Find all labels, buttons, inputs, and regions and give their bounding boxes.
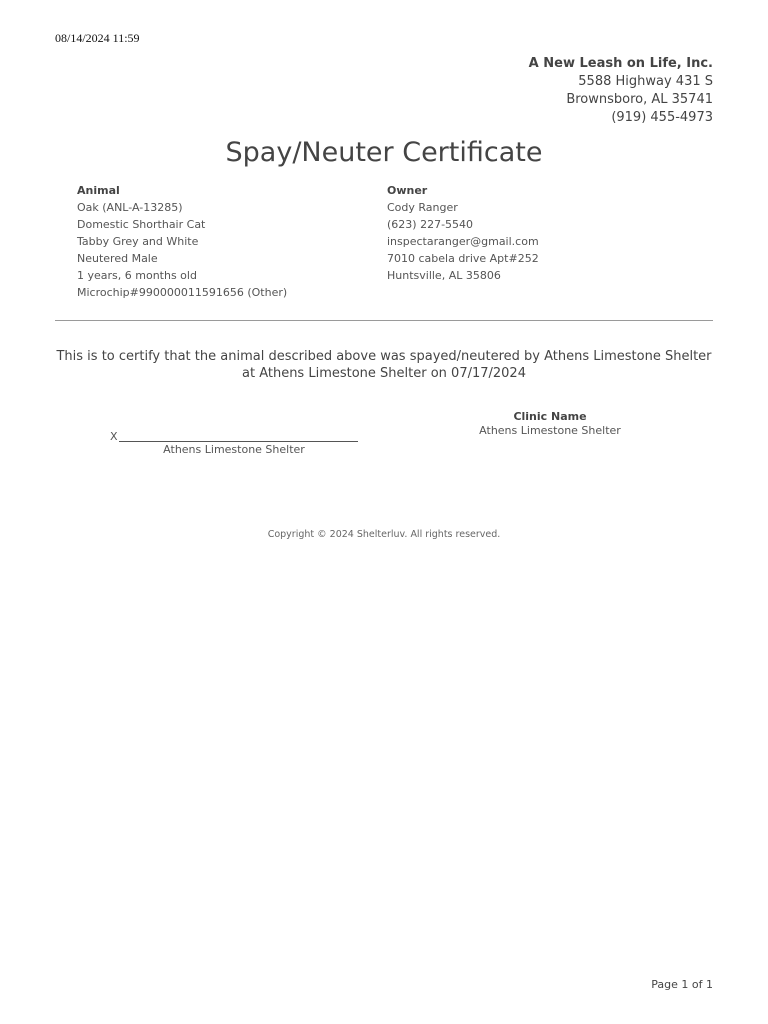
- animal-breed: Domestic Shorthair Cat: [77, 218, 206, 231]
- owner-heading: Owner: [387, 184, 428, 197]
- signer-name: Athens Limestone Shelter: [163, 443, 305, 456]
- animal-age: 1 years, 6 months old: [77, 269, 197, 282]
- signature-rule: [119, 428, 358, 442]
- section-divider: [55, 320, 713, 321]
- animal-color: Tabby Grey and White: [77, 235, 199, 248]
- owner-phone: (623) 227-5540: [387, 218, 474, 231]
- clinic-block: [450, 410, 650, 438]
- page-title: Spay/Neuter Certificate: [225, 137, 543, 168]
- organization-name: A New Leash on Life, Inc.: [528, 56, 713, 71]
- owner-info: [387, 182, 539, 284]
- organization-header: [529, 55, 713, 127]
- certification-statement: This is to certify that the animal described above was spayed/neutered by Athens Limestone Shelter at Athens Limestone Shelter on 07/17/2024: [56, 349, 712, 381]
- owner-address-line1: 7010 cabela drive Apt#252: [387, 252, 539, 265]
- organization-address-line1: 5588 Highway 431 S: [578, 74, 713, 89]
- organization-address-line2: Brownsboro, AL 35741: [566, 92, 713, 107]
- animal-info: [77, 182, 287, 301]
- animal-microchip: Microchip#990000011591656 (Other): [77, 286, 288, 299]
- owner-address-line2: Huntsville, AL 35806: [387, 269, 501, 282]
- animal-sex-status: Neutered Male: [77, 252, 158, 265]
- owner-email: inspectaranger@gmail.com: [387, 235, 539, 248]
- copyright-notice: Copyright © 2024 Shelterluv. All rights reserved.: [267, 529, 501, 540]
- signature-block: [110, 427, 358, 457]
- page-number: Page 1 of 1: [651, 978, 713, 991]
- print-timestamp: 08/14/2024 11:59: [55, 31, 140, 45]
- organization-phone: (919) 455-4973: [611, 110, 713, 125]
- clinic-name: Athens Limestone Shelter: [479, 424, 621, 437]
- clinic-label: Clinic Name: [513, 410, 587, 423]
- animal-name-id: Oak (ANL-A-13285): [77, 201, 183, 214]
- animal-heading: Animal: [77, 184, 120, 197]
- signature-x-mark: X: [110, 430, 118, 443]
- owner-name: Cody Ranger: [387, 201, 458, 214]
- signature-line: [110, 427, 358, 442]
